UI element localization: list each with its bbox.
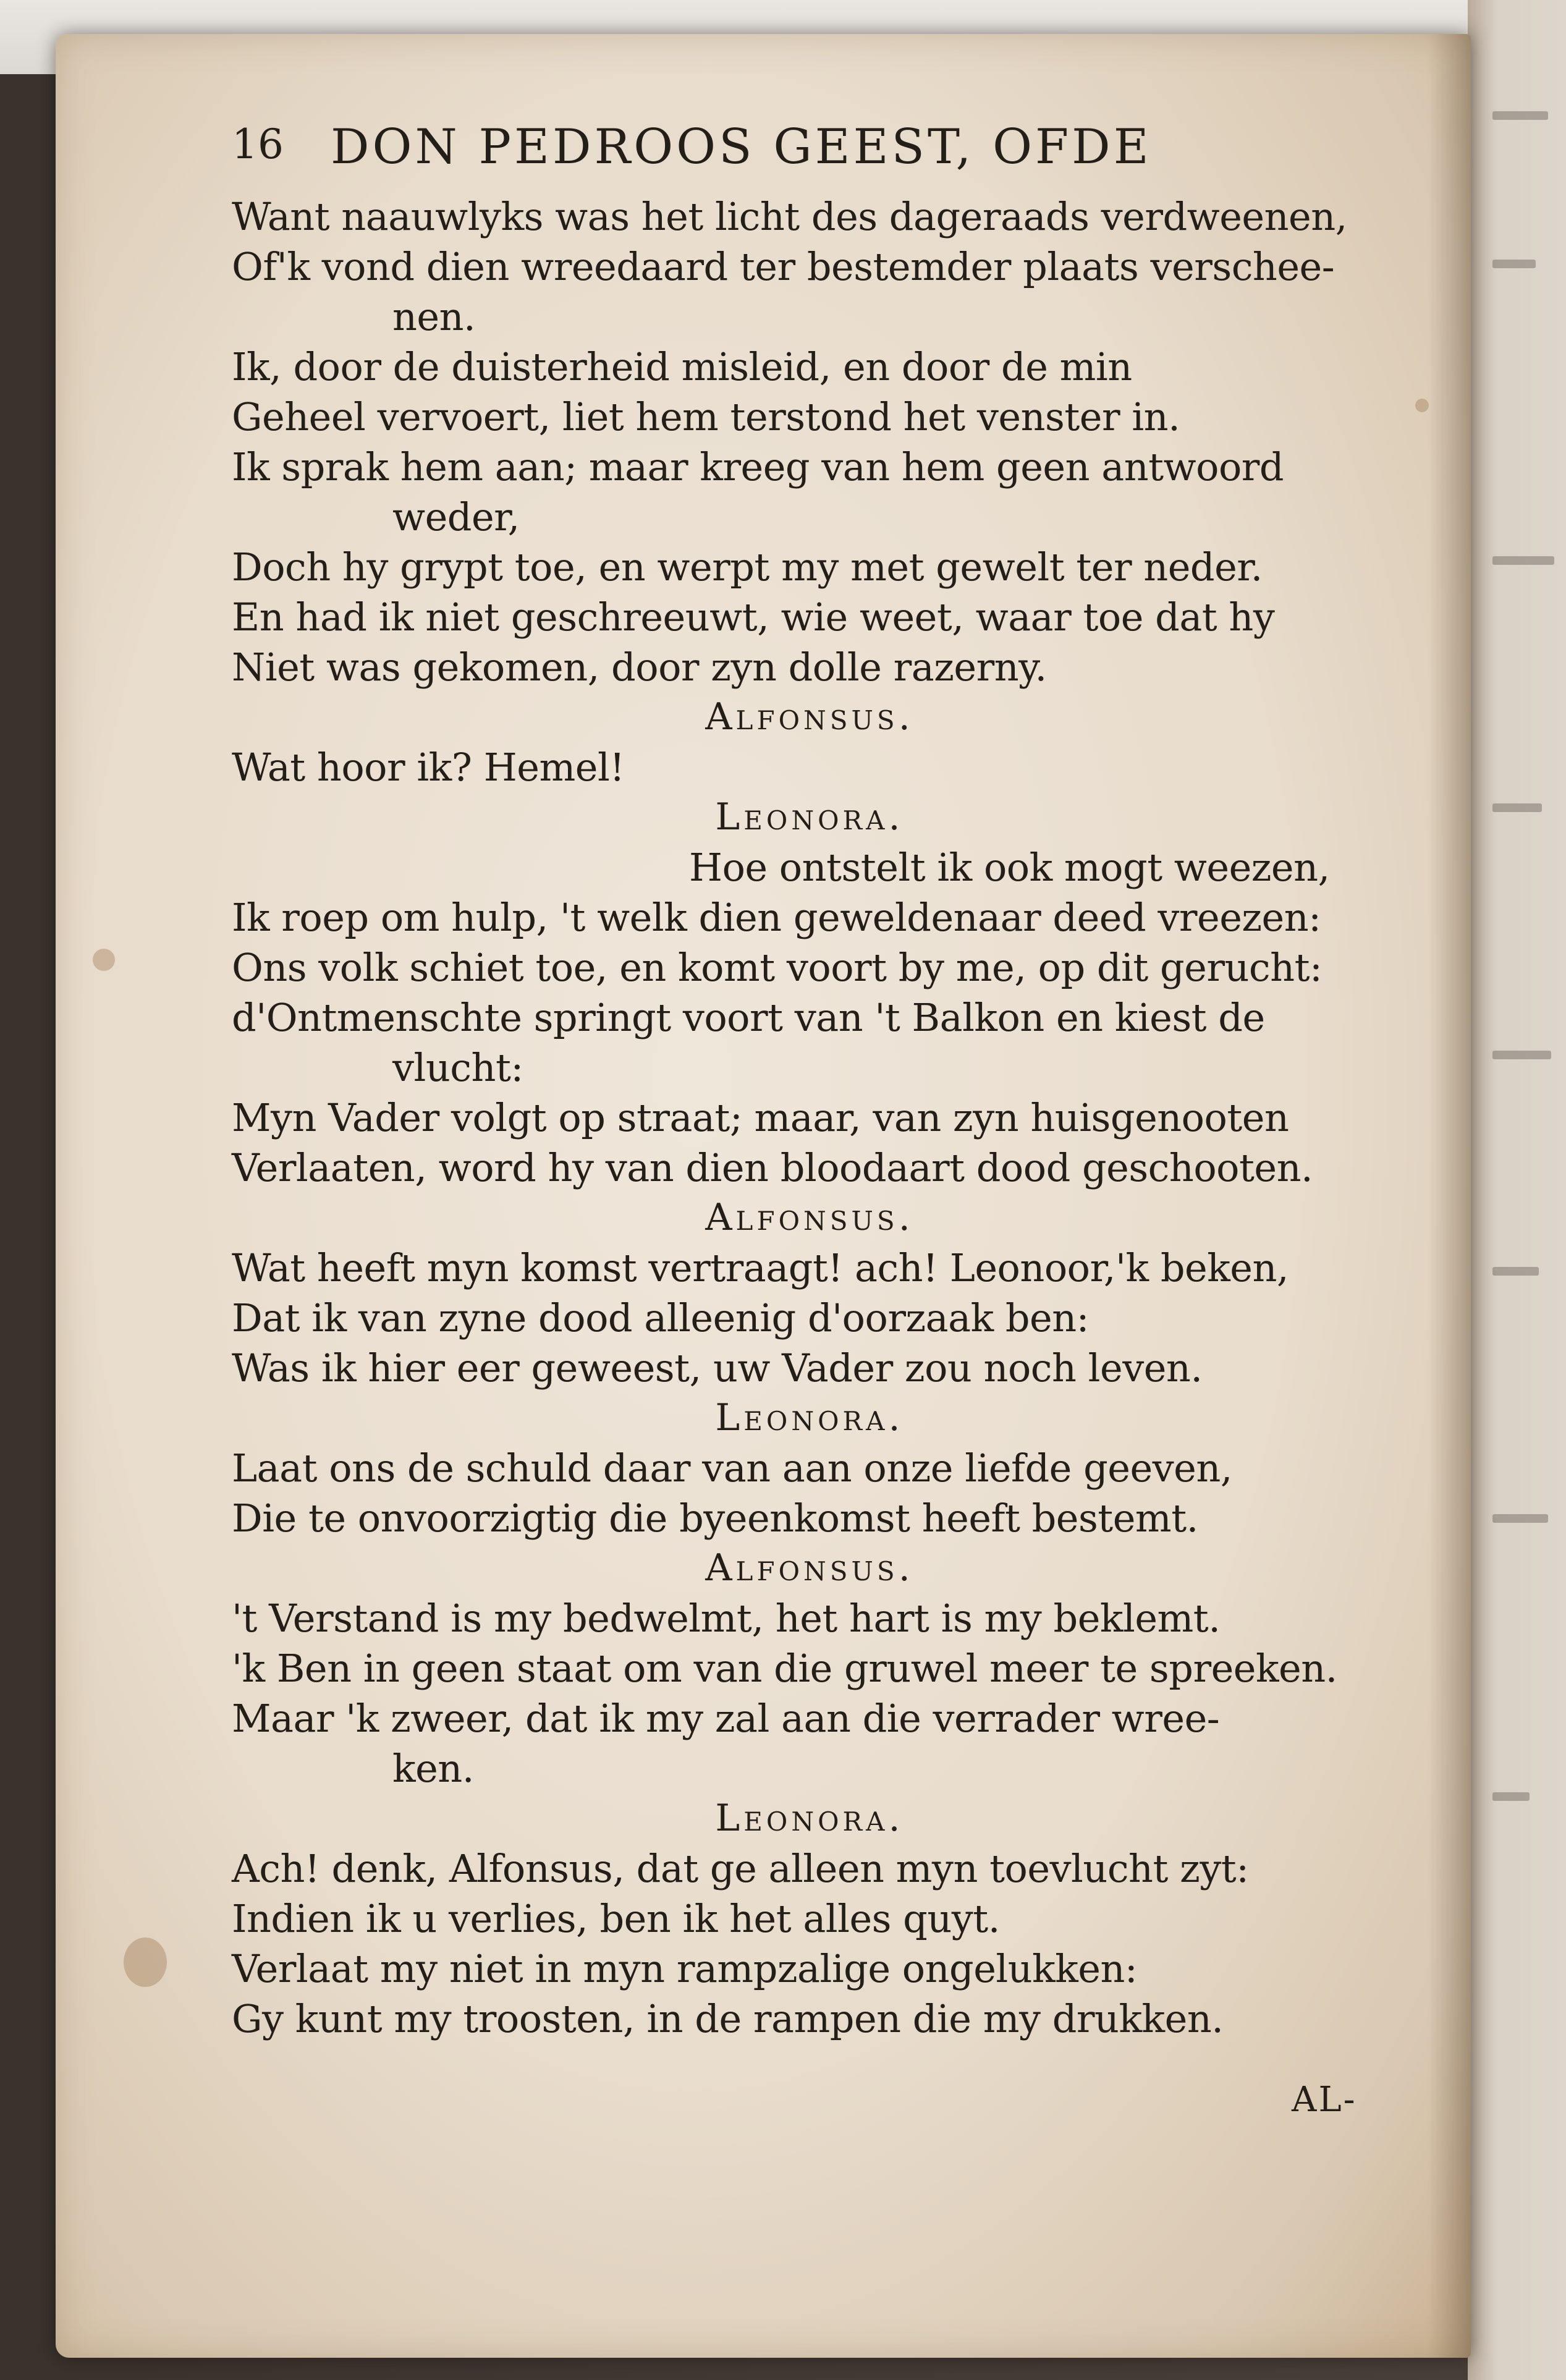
catchword: AL- (1292, 2080, 1357, 2120)
bleed-through-line (1492, 556, 1554, 565)
verse-line: Hoe ontstelt ik ook mogt weezen, (689, 845, 1330, 890)
verse-line: Myn Vader volgt op straat; maar, van zyn huisgenooten (232, 1095, 1289, 1140)
verse-line: Gy kunt my troosten, in de rampen die my drukken. (232, 1996, 1224, 2041)
verse-line: Ik, door de duisterheid misleid, en door de min (232, 344, 1132, 389)
verse-line: Wat hoor ik? Hemel! (232, 745, 625, 790)
verse-line: Want naauwlyks was het licht des dageraads verdweenen, (232, 194, 1347, 239)
verse-turnover: weder, (392, 494, 520, 540)
verse-line: Doch hy grypt toe, en werpt my met gewelt ter neder. (232, 544, 1263, 590)
verse-line: Verlaat my niet in myn rampzalige ongelukken: (232, 1946, 1138, 1991)
speaker-name: Leonora. (715, 1797, 904, 1840)
page-header (232, 114, 1387, 192)
spine-shadow (1428, 34, 1471, 2358)
running-head: DON PEDROOS GEEST, OFDE (331, 119, 1152, 175)
verse-line: Maar 'k zweer, dat ik my zal aan die verrader wree- (232, 1696, 1220, 1741)
verse-line: Was ik hier eer geweest, uw Vader zou noch leven. (232, 1345, 1203, 1391)
verse-line: Indien ik u verlies, ben ik het alles quyt. (232, 1896, 1000, 1941)
verse-line: Geheel vervoert, liet hem terstond het venster in. (232, 394, 1180, 439)
verse-line: Niet was gekomen, door zyn dolle razerny. (232, 645, 1047, 690)
verse-line: Die te onvoorzigtig die byeenkomst heeft bestemt. (232, 1496, 1198, 1541)
foxing-spot (124, 1937, 167, 1987)
verse-turnover: nen. (392, 294, 476, 339)
page-number: 16 (232, 121, 284, 168)
bleed-through-line (1492, 260, 1536, 268)
verse-line: Ik roep om hulp, 't welk dien geweldenaar deed vreezen: (232, 895, 1321, 940)
bleed-through-line (1492, 1514, 1548, 1523)
bleed-through-line (1492, 1792, 1530, 1801)
bleed-through-line (1492, 803, 1542, 812)
verse-line: Ons volk schiet toe, en komt voort by me, op dit gerucht: (232, 945, 1323, 990)
foxing-spot (93, 949, 115, 971)
speaker-name: Leonora. (715, 795, 904, 839)
verse-line: 'k Ben in geen staat om van die gruwel meer te spreeken. (232, 1646, 1337, 1691)
speaker-name: Alfonsus. (705, 695, 914, 739)
verse-line: 't Verstand is my bedwelmt, het hart is my beklemt. (232, 1596, 1221, 1641)
printed-text (232, 114, 1387, 2044)
bleed-through-line (1492, 111, 1548, 120)
verse-line: Verlaaten, word hy van dien bloodaart dood geschooten. (232, 1145, 1313, 1190)
verse-lines (232, 192, 1387, 2044)
verse-line: Ik sprak hem aan; maar kreeg van hem geen antwoord (232, 444, 1284, 489)
verse-line: Laat ons de schuld daar van aan onze liefde geeven, (232, 1446, 1233, 1491)
speaker-name: Alfonsus. (705, 1546, 914, 1590)
speaker-name: Alfonsus. (705, 1196, 914, 1239)
verse-line: Wat heeft myn komst vertraagt! ach! Leonoor,'k beken, (232, 1245, 1289, 1290)
foxing-spot (1415, 399, 1429, 412)
facing-page-edge (1468, 0, 1566, 2380)
verse-turnover: vlucht: (392, 1045, 523, 1090)
verse-line: Of'k vond dien wreedaard ter bestemder plaats verschee- (232, 244, 1335, 289)
verse-turnover: ken. (392, 1746, 474, 1791)
verse-line: Ach! denk, Alfonsus, dat ge alleen myn toevlucht zyt: (232, 1846, 1249, 1891)
bleed-through-line (1492, 1051, 1551, 1059)
verse-line: Dat ik van zyne dood alleenig d'oorzaak ben: (232, 1295, 1090, 1340)
speaker-name: Leonora. (715, 1396, 904, 1439)
verse-line: En had ik niet geschreeuwt, wie weet, waar toe dat hy (232, 595, 1275, 640)
verse-line: d'Ontmenschte springt voort van 't Balkon en kiest de (232, 995, 1265, 1040)
bleed-through-line (1492, 1267, 1539, 1276)
